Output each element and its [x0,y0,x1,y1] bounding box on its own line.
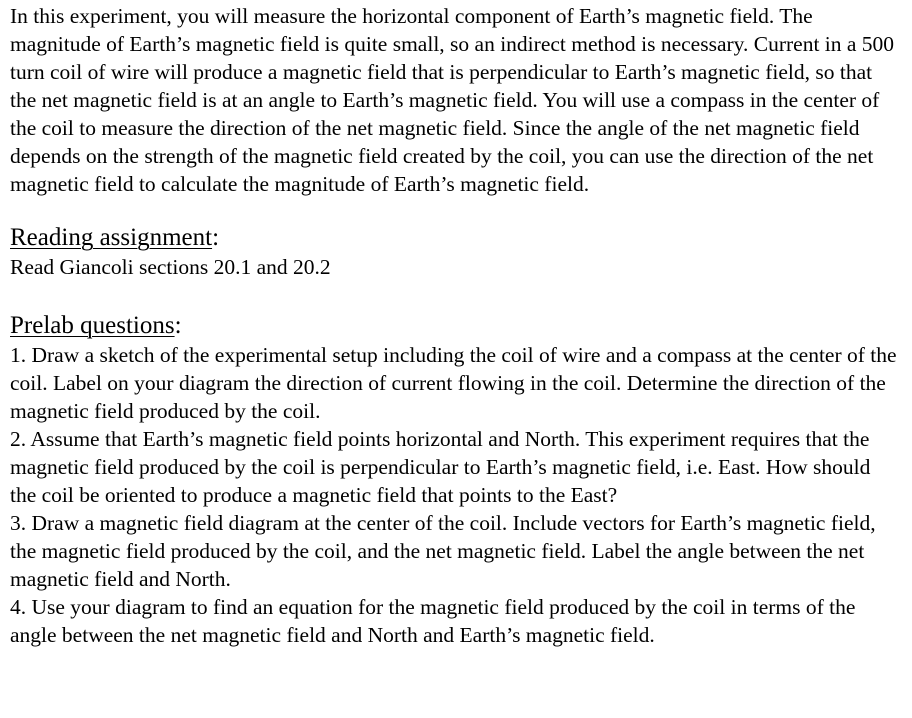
prelab-questions-heading-text: Prelab questions [10,312,175,339]
document-page [10,2,900,649]
prelab-question-3: 3. Draw a magnetic field diagram at the center of the coil. Include vectors for Earth’s magnetic field, the magnetic field produced by the coil, and the net magnetic field. Label the angle between the net magnetic field and North. [10,511,876,591]
prelab-question-2: 2. Assume that Earth’s magnetic field points horizontal and North. This experiment requires that the magnetic field produced by the coil is perpendicular to Earth’s magnetic field, i.e. East. How should the coil be oriented to produce a magnetic field that points to the East? [10,427,871,507]
prelab-questions-section [10,311,900,649]
prelab-question-1: 1. Draw a sketch of the experimental setup including the coil of wire and a compass at the center of the coil. Label on your diagram the direction of current flowing in the coil. Determine the direction of the magnetic field produced by the coil. [10,343,897,423]
prelab-question-4: 4. Use your diagram to find an equation for the magnetic field produced by the coil in terms of the angle between the net magnetic field and North and Earth’s magnetic field. [10,595,856,647]
prelab-questions-heading-colon: : [174,312,182,339]
reading-assignment-heading [10,223,900,253]
reading-assignment-heading-text: Reading assignment [10,224,213,251]
reading-assignment-section [10,223,900,281]
reading-assignment-text: Read Giancoli sections 20.1 and 20.2 [10,255,331,279]
prelab-questions-heading [10,311,900,341]
intro-paragraph: In this experiment, you will measure the horizontal component of Earth’s magnetic field. The magnitude of Earth’s magnetic field is quite small, so an indirect method is necessary. Current in a 500 turn coil of wire will produce a magnetic field that is perpendicular to Earth’s magnetic field, so that the net magnetic field is at an angle to Earth’s magnetic field. You will use a compass in the center of the coil to measure the direction of the net magnetic field. Since the angle of the net magnetic field depends on the strength of the magnetic field created by the coil, you can use the direction of the net magnetic field to calculate the magnitude of Earth’s magnetic field. [10,4,895,196]
reading-assignment-heading-colon: : [212,224,220,251]
